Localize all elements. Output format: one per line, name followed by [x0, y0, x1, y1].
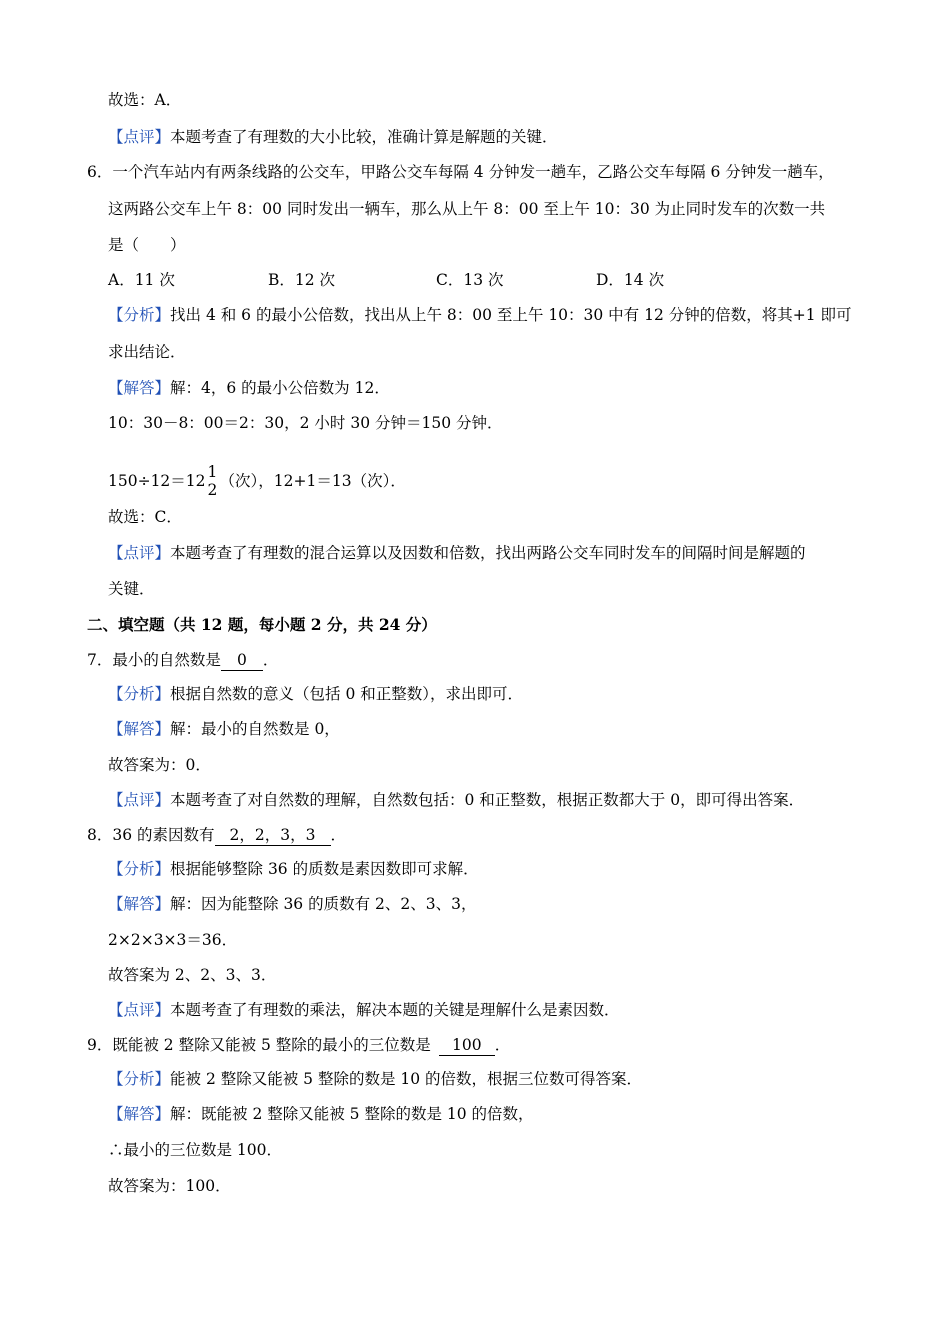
- review-tag: 【点评】: [108, 128, 171, 146]
- review-text: 本题考查了对自然数的理解，自然数包括：0 和正整数，根据正数都大于 0，即可得出答案．: [170, 791, 805, 809]
- q6-analysis-line2: 求出结论．: [108, 343, 186, 361]
- solution-text: 解：既能被 2 整除又能被 5 整除的数是 10 的倍数，: [170, 1105, 534, 1123]
- q9-prefix: 9．既能被 2 整除又能被 5 整除的最小的三位数是: [87, 1036, 431, 1054]
- review-text: 本题考查了有理数的混合运算以及因数和倍数，找出两路公交车同时发车的间隔时间是解题的: [170, 544, 806, 562]
- q6-solution-line2: 10：30－8：00＝2：30，2 小时 30 分钟＝150 分钟．: [108, 414, 503, 432]
- section-heading: 二、填空题（共 12 题，每小题 2 分，共 24 分）: [87, 615, 437, 634]
- q8-review: [108, 1000, 620, 1020]
- q8-final-answer: 故答案为 2、2、3、3．: [108, 966, 277, 984]
- fraction-numerator: 1: [207, 463, 218, 481]
- solution-tag: 【解答】: [108, 379, 171, 397]
- solution-text: 解：因为能整除 36 的质数有 2、2、3、3，: [170, 895, 477, 913]
- analysis-text: 根据能够整除 36 的质数是素因数即可求解．: [170, 860, 479, 878]
- q6-option-b: B．12 次: [268, 271, 336, 289]
- q8-answer-blank: 2，2，3，3: [215, 825, 331, 846]
- q6-solution-line3: [108, 463, 406, 499]
- fraction-denominator: 2: [207, 481, 218, 499]
- review-tag: 【点评】: [108, 544, 171, 562]
- review-text: 本题考查了有理数的大小比较，准确计算是解题的关键．: [170, 128, 558, 146]
- q6-solution: [108, 378, 390, 398]
- analysis-tag: 【分析】: [108, 1070, 171, 1088]
- solution-text: 解：最小的自然数是 0，: [170, 720, 340, 738]
- q9-answer-blank: 100: [439, 1035, 495, 1056]
- q6-analysis: [108, 305, 852, 325]
- q7-analysis: [108, 684, 523, 704]
- analysis-text: 找出 4 和 6 的最小公倍数，找出从上午 8：00 至上午 10：30 中有 12 分钟的倍数，将其+1 即可: [170, 306, 852, 324]
- q7-prefix: 7．最小的自然数是: [87, 651, 221, 669]
- calc-part1: 150÷12＝12: [108, 472, 206, 490]
- q8-calculation: 2×2×3×3＝36．: [108, 931, 238, 949]
- q8-solution: [108, 894, 476, 914]
- q6-choice: 故选：C．: [108, 508, 182, 526]
- q7-final-answer: 故答案为：0．: [108, 756, 211, 774]
- solution-tag: 【解答】: [108, 720, 171, 738]
- q5-choice: 故选：A．: [108, 91, 182, 109]
- analysis-tag: 【分析】: [108, 685, 171, 703]
- q6-option-a: A．11 次: [108, 271, 175, 289]
- q9-suffix: ．: [494, 1036, 511, 1054]
- analysis-tag: 【分析】: [108, 860, 171, 878]
- q7-answer-blank: 0: [221, 650, 263, 671]
- q8-stem: [87, 825, 346, 846]
- analysis-text: 根据自然数的意义（包括 0 和正整数），求出即可．: [170, 685, 523, 703]
- q6-review: [108, 543, 806, 563]
- review-tag: 【点评】: [108, 791, 171, 809]
- q7-stem: [87, 650, 278, 671]
- analysis-tag: 【分析】: [108, 306, 171, 324]
- q9-solution: [108, 1104, 534, 1124]
- q5-review: [108, 127, 558, 147]
- q9-final-answer: 故答案为：100．: [108, 1177, 231, 1195]
- q6-option-d: D．14 次: [596, 271, 665, 289]
- solution-tag: 【解答】: [108, 1105, 171, 1123]
- q7-solution: [108, 719, 340, 739]
- q6-stem-line1: 6．一个汽车站内有两条线路的公交车，甲路公交车每隔 4 分钟发一趟车，乙路公交车每隔 6 分钟发一趟车，: [87, 163, 834, 181]
- calc-part2: （次），12+1＝13（次）．: [219, 472, 406, 490]
- q6-review-line2: 关键．: [108, 580, 155, 598]
- q7-suffix: ．: [262, 651, 279, 669]
- solution-text: 解：4，6 的最小公倍数为 12．: [170, 379, 390, 397]
- q8-prefix: 8．36 的素因数有: [87, 826, 215, 844]
- q8-suffix: ．: [330, 826, 347, 844]
- q9-analysis: [108, 1069, 642, 1089]
- q7-review: [108, 790, 804, 810]
- q9-stem: [87, 1035, 510, 1056]
- q6-stem-line2: 这两路公交车上午 8：00 同时发出一辆车，那么从上午 8：00 至上午 10：30 为止同时发车的次数一共: [108, 200, 826, 218]
- review-tag: 【点评】: [108, 1001, 171, 1019]
- q8-analysis: [108, 859, 479, 879]
- solution-tag: 【解答】: [108, 895, 171, 913]
- review-text: 本题考查了有理数的乘法，解决本题的关键是理解什么是素因数．: [170, 1001, 620, 1019]
- analysis-text: 能被 2 整除又能被 5 整除的数是 10 的倍数，根据三位数可得答案．: [170, 1070, 643, 1088]
- q6-option-c: C．13 次: [436, 271, 504, 289]
- q9-therefore: ∴最小的三位数是 100．: [108, 1141, 283, 1159]
- q6-stem-line3: 是（ ）: [108, 236, 186, 254]
